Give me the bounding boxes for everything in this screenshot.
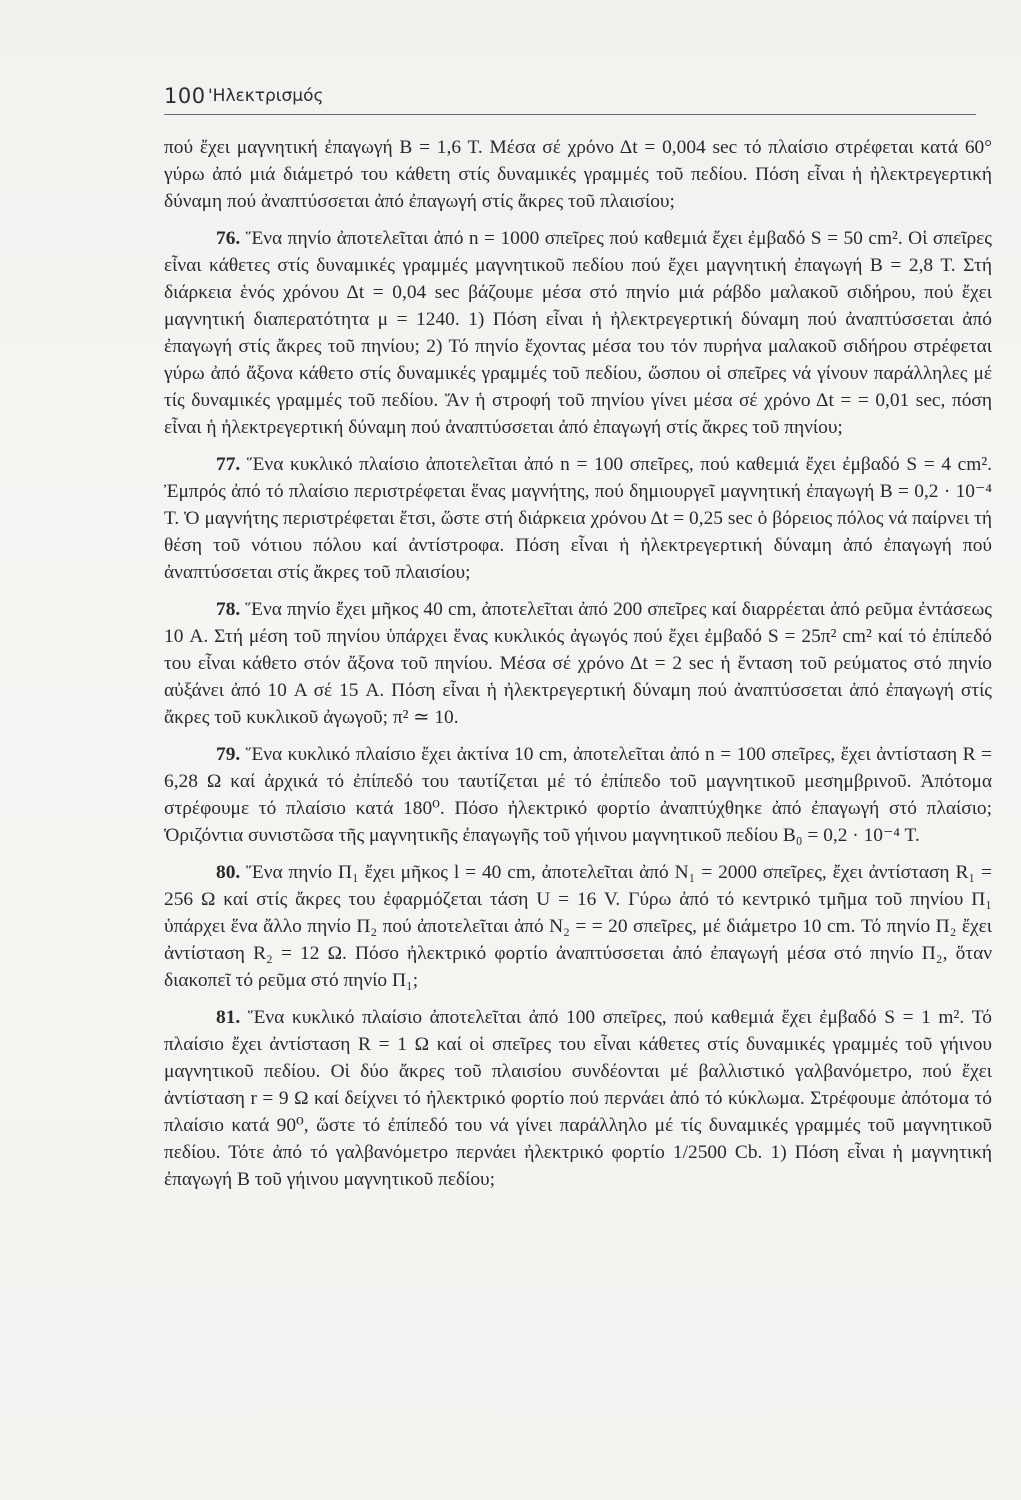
- page-body: [164, 134, 992, 1193]
- problem-text: Ἕνα κυκλικό πλαίσιο ἔχει ἀκτίνα 10 cm, ἀποτελεῖται ἀπό n = 100 σπεῖρες, ἔχει ἀντίσταση R = 6,28 Ω καί ἀρχικά τό ἐπίπεδό του ταυτίζεται μέ τό ἐπίπεδο τοῦ μαγνητικοῦ μεσημβρινοῦ. Ἀπότομα στρέφουμε τό πλαίσιο κατά 180⁰. Πόσο ἠλεκτρικό φορτίο ἀναπτύχθηκε ἀπό ἐπαγωγή στό πλαίσιο; Ὁριζόντια συνιστῶσα τῆς μαγνητικῆς ἐπαγωγῆς τοῦ γήινου μαγνητικοῦ πεδίου B₀ = 0,2 · 10⁻⁴ T.: [164, 744, 992, 846]
- problem-number: 80.: [216, 862, 241, 883]
- problem-number: 78.: [216, 599, 241, 620]
- problem-text: Ἕνα κυκλικό πλαίσιο ἀποτελεῖται ἀπό 100 σπεῖρες, πού καθεμιά ἔχει ἐμβαδό S = 1 m². Τό πλαίσιο ἔχει ἀντίσταση R = 1 Ω καί οἱ σπεῖρες του εἶναι κάθετες στίς δυναμικές γραμμές τοῦ γήινου μαγνητικοῦ πεδίου. Οἱ δύο ἄκρες τοῦ πλαισίου συνδέονται μέ βαλλιστικό γαλβανόμετρο, πού ἔχει ἀντίσταση r = 9 Ω καί δείχνει τό ἠλεκτρικό φορτίο πού περνάει ἀπό τό κύκλωμα. Στρέφουμε ἀπότομα τό πλαίσιο κατά 90⁰, ὥστε τό ἐπίπεδό του νά γίνει παράλληλο μέ τίς δυναμικές γραμμές τοῦ μαγνητικοῦ πεδίου. Τότε ἀπό τό γαλβανόμετρο περνάει ἠλεκτρικό φορτίο 1/2500 Cb. 1) Πόση εἶναι ἡ μαγνητική ἐπαγωγή B τοῦ γήινου μαγνητικοῦ πεδίου;: [164, 1007, 992, 1190]
- running-title: 'Ηλεκτρισμός: [208, 86, 324, 106]
- problem-78: [164, 596, 992, 731]
- problem-80: [164, 859, 992, 994]
- page-number: 100: [164, 84, 206, 108]
- problem-79: [164, 741, 992, 849]
- problem-81: [164, 1004, 992, 1193]
- problem-text: Ἕνα πηνίο Π₁ ἔχει μῆκος l = 40 cm, ἀποτελεῖται ἀπό N₁ = 2000 σπεῖρες, ἔχει ἀντίσταση R₁ = 256 Ω καί στίς ἄκρες του ἐφαρμόζεται τάση U = 16 V. Γύρω ἀπό τό κεντρικό τμῆμα τοῦ πηνίου Π₁ ὑπάρχει ἕνα ἄλλο πηνίο Π₂ πού ἀποτελεῖται ἀπό N₂ = = 20 σπεῖρες, μέ διάμετρο 10 cm. Τό πηνίο Π₂ ἔχει ἀντίσταση R₂ = 12 Ω. Πόσο ἠλεκτρικό φορτίο ἀναπτύσσεται ἀπό ἐπαγωγή μέσα στό πηνίο Π₂, ὅταν διακοπεῖ τό ρεῦμα στό πηνίο Π₁;: [164, 862, 992, 991]
- problem-number: 77.: [216, 454, 241, 475]
- problem-text: Ἕνα πηνίο ἔχει μῆκος 40 cm, ἀποτελεῖται ἀπό 200 σπεῖρες καί διαρρέεται ἀπό ρεῦμα ἐντάσεως 10 A. Στή μέση τοῦ πηνίου ὑπάρχει ἕνας κυκλικός ἀγωγός πού ἔχει ἐμβαδό S = 25π² cm² καί τό ἐπίπεδό του εἶναι κάθετο στόν ἄξονα τοῦ πηνίου. Μέσα σέ χρόνο Δt = 2 sec ἡ ἔνταση τοῦ ρεύματος στό πηνίο αὐξάνει ἀπό 10 A σέ 15 A. Πόση εἶναι ἡ ἠλεκτρεγερτική δύναμη πού ἀναπτύσσεται ἀπό ἐπαγωγή στίς ἄκρες τοῦ κυκλικοῦ ἀγωγοῦ; π² ≃ 10.: [164, 599, 992, 728]
- problem-text: Ἕνα πηνίο ἀποτελεῖται ἀπό n = 1000 σπεῖρες πού καθεμιά ἔχει ἐμβαδό S = 50 cm². Οἱ σπεῖρες εἶναι κάθετες στίς δυναμικές γραμμές μαγνητικοῦ πεδίου πού ἔχει μαγνητική ἐπαγωγή B = 2,8 T. Στή διάρκεια ἑνός χρόνου Δt = 0,04 sec βάζουμε μέσα στό πηνίο μιά ράβδο μαλακοῦ σιδήρου, πού ἔχει μαγνητική διαπερατότητα μ = 1240. 1) Πόση εἶναι ἡ ἠλεκτρεγερτική δύναμη πού ἀναπτύσσεται ἀπό ἐπαγωγή στίς ἄκρες τοῦ πηνίου; 2) Τό πηνίο ἔχοντας μέσα του τόν πυρήνα μαλακοῦ σιδήρου στρέφεται γύρω ἀπό ἄξονα κάθετο στίς δυναμικές γραμμές τοῦ πεδίου, ὥσπου οἱ σπεῖρες νά γίνουν παράλληλες μέ τίς δυναμικές γραμμές τοῦ πεδίου. Ἄν ἡ στροφή τοῦ πηνίου γίνει μέσα σέ χρόνο Δt = = 0,01 sec, πόση εἶναι ἡ ἠλεκτρεγερτική δύναμη πού ἀναπτύσσεται ἀπό ἐπαγωγή στίς ἄκρες τοῦ πηνίου;: [164, 228, 992, 438]
- continuation-paragraph: πού ἔχει μαγνητική ἐπαγωγή B = 1,6 T. Μέσα σέ χρόνο Δt = 0,004 sec τό πλαίσιο στρέφεται κατά 60° γύρω ἀπό μιά διάμετρό του κάθετη στίς δυναμικές γραμμές τοῦ πεδίου. Πόση εἶναι ἡ ἠλεκτρεγερτική δύναμη πού ἀναπτύσσεται ἀπό ἐπαγωγή στίς ἄκρες τοῦ πλαισίου;: [164, 137, 992, 212]
- problem-text: Ἕνα κυκλικό πλαίσιο ἀποτελεῖται ἀπό n = 100 σπεῖρες, πού καθεμιά ἔχει ἐμβαδό S = 4 cm². Ἐμπρός ἀπό τό πλαίσιο περιστρέφεται ἕνας μαγνήτης, πού δημιουργεῖ μαγνητική ἐπαγωγή B = 0,2 · 10⁻⁴ T. Ὁ μαγνήτης περιστρέφεται ἔτσι, ὥστε στή διάρκεια χρόνου Δt = 0,25 sec ὁ βόρειος πόλος νά παίρνει τή θέση τοῦ νότιου πόλου καί ἀντίστροφα. Πόση εἶναι ἡ ἠλεκτρεγερτική δύναμη ἀπό ἐπαγωγή πού ἀναπτύσσεται στίς ἄκρες τοῦ πλαισίου;: [164, 454, 992, 583]
- page-header: [164, 84, 976, 114]
- problem-number: 81.: [216, 1007, 241, 1028]
- problem-number: 76.: [216, 228, 241, 249]
- problem-77: [164, 451, 992, 586]
- problem-76: [164, 225, 992, 441]
- header-rule: [164, 114, 976, 115]
- problem-number: 79.: [216, 744, 241, 765]
